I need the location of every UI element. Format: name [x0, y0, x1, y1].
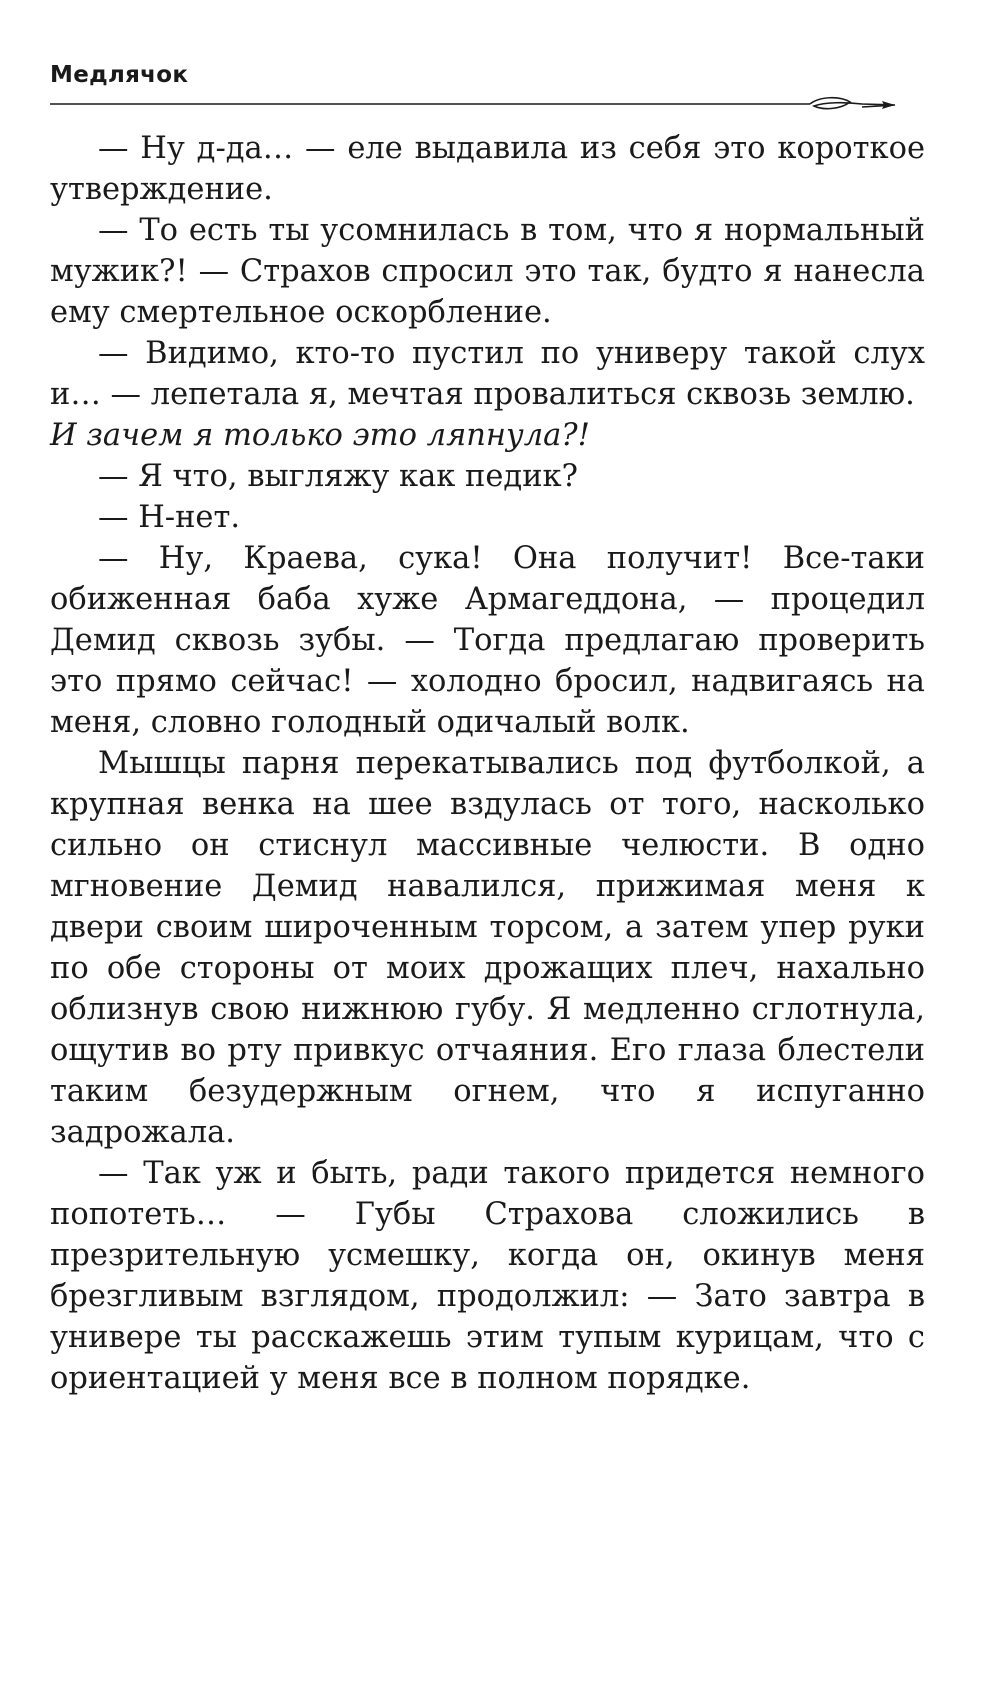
paragraph: Мышцы парня перекатывались под футболкой, а крупная венка на шее вздулась от того, насколько сильно он стиснул массивные челюсти. В одно мгновение Демид навалился, прижимая меня к двери своим широченным торсом, а затем упер руки по обе стороны от моих дрожащих плеч, нахально облизнув свою нижнюю губу. Я медленно сглотнула, ощутив во рту привкус отчаяния. Его глаза блестели таким безудержным огнем, что я испуганно задрожала.	[50, 746, 925, 1150]
paragraph: — То есть ты усомнилась в том, что я нормальный мужик?! — Страхов спросил это так, будто я нанесла ему смертельное оскорбление.	[50, 213, 925, 330]
paragraph: — Видимо, кто-то пустил по универу такой слух и… — лепетала я, мечтая провалиться сквозь землю.	[50, 336, 925, 412]
paragraph: — Ну, Краева, сука! Она получит! Все-таки обиженная баба хуже Армагеддона, — процедил Демид сквозь зубы. — Тогда предлагаю проверить это прямо сейчас! — холодно бросил, надвигаясь на меня, словно голодный одичалый волк.	[50, 541, 925, 740]
main-text	[50, 128, 925, 1399]
running-title: Медлячок	[50, 62, 189, 88]
paragraph: — Так уж и быть, ради такого придется немного попотеть… — Губы Страхова сложились в презрительную усмешку, когда он, окинув меня брезгливым взглядом, продолжил: — Зато завтра в универе ты расскажешь этим тупым курицам, что с ориентацией у меня все в полном порядке.	[50, 1156, 925, 1396]
header-rule-ornament	[50, 96, 930, 116]
paragraph: — Ну д-да… — еле выдавила из себя это короткое утверждение.	[50, 131, 925, 207]
paragraph: — Я что, выгляжу как педик?	[98, 459, 578, 494]
italic-paragraph: И зачем я только это ляпнула?!	[50, 418, 590, 453]
paragraph: — Н-нет.	[98, 500, 241, 535]
